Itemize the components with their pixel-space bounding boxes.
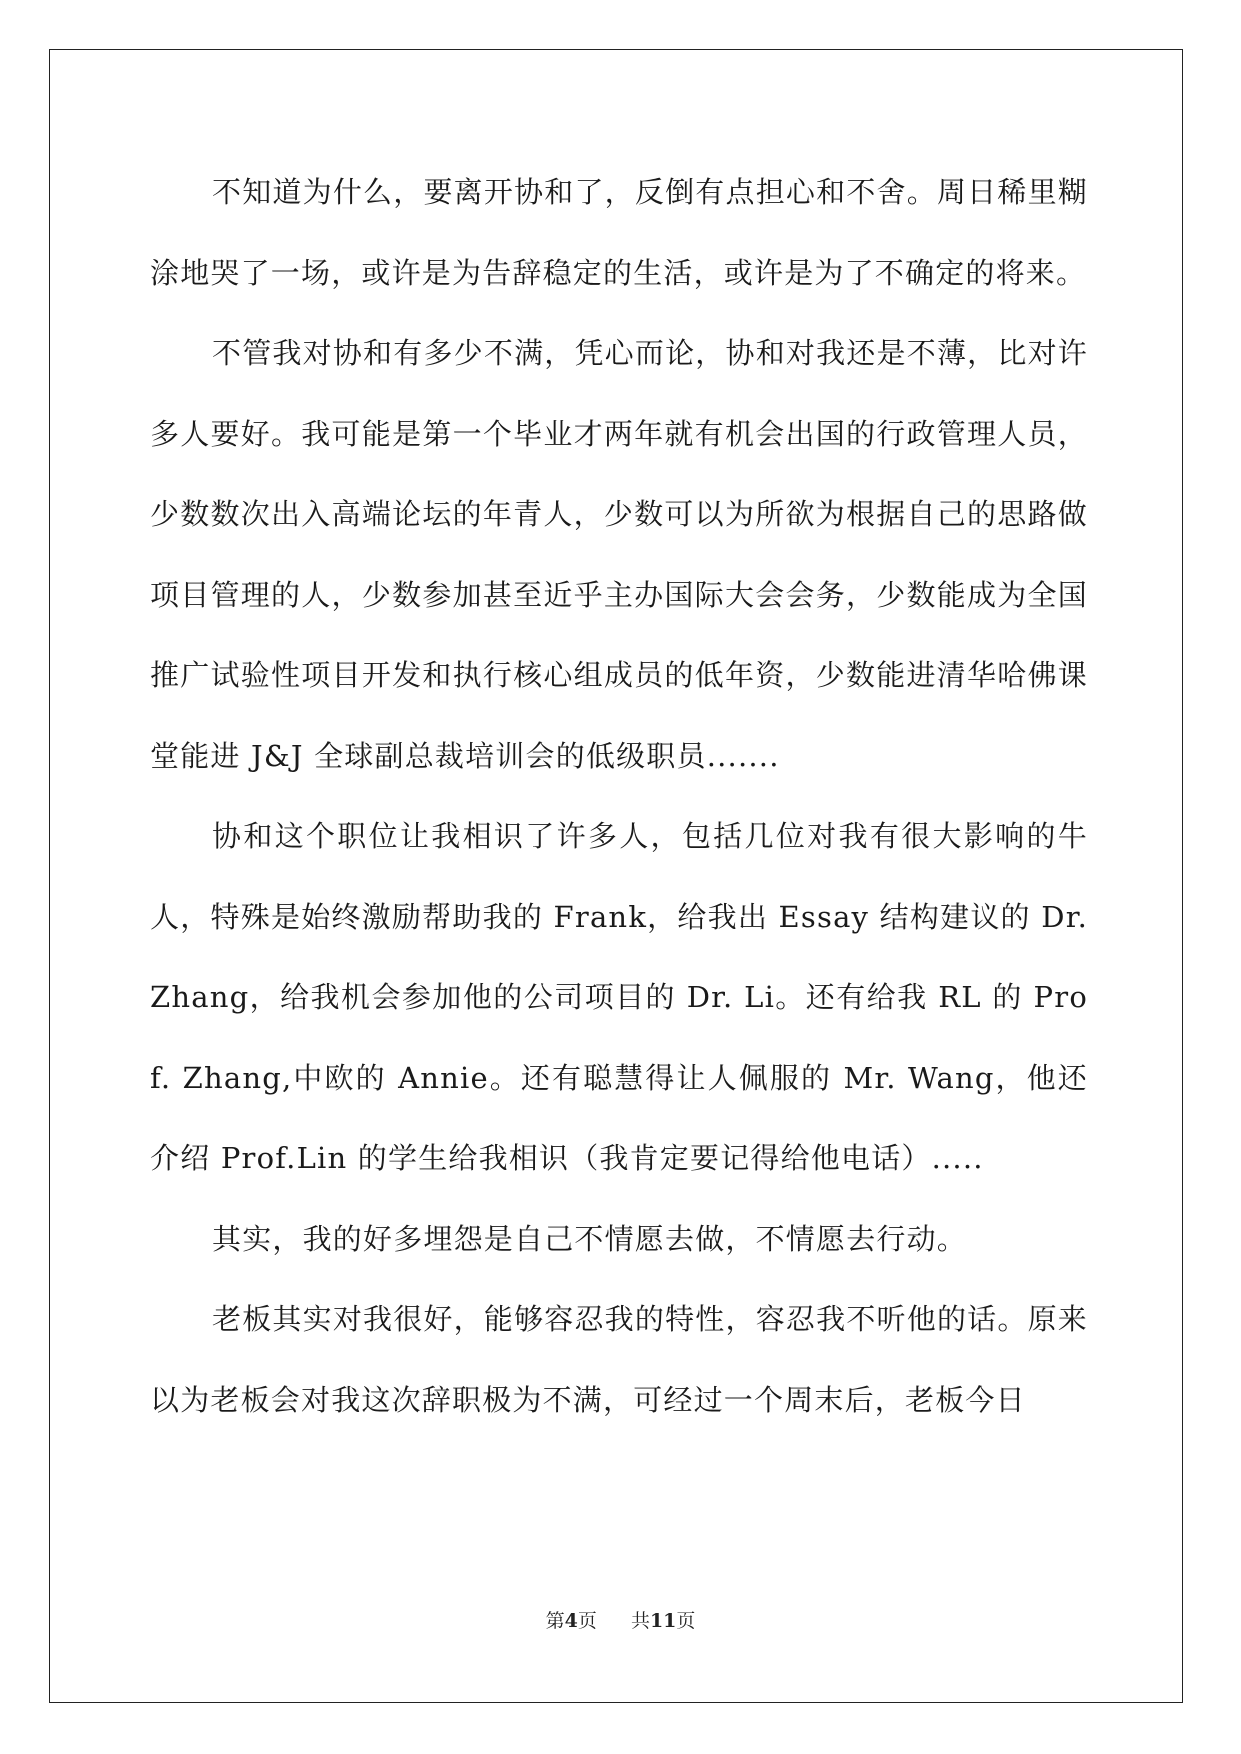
paragraph: 不管我对协和有多少不满，凭心而论，协和对我还是不薄，比对许多人要好。我可能是第一个毕业才两年就有机会出国的行政管理人员，少数数次出入高端论坛的年青人，少数可以为所欲为根据自己的思路做项目管理的人，少数参加甚至近乎主办国际大会会务，少数能成为全国推广试验性项目开发和执行核心组成员的低年资，少数能进清华哈佛课堂能进 J&J 全球副总裁培训会的低级职员....... [150,336,1088,773]
page-suffix: 页 [577,1610,597,1632]
paragraph: 老板其实对我很好，能够容忍我的特性，容忍我不听他的话。原来以为老板会对我这次辞职极为不满，可经过一个周末后，老板今日 [150,1302,1088,1417]
total-suffix: 页 [676,1610,696,1632]
total-prefix: 共 [630,1610,650,1632]
paragraph: 协和这个职位让我相识了许多人，包括几位对我有很大影响的牛人，特殊是始终激励帮助我的 Frank，给我出 Essay 结构建议的 Dr. Zhang，给我机会参加他的公司项目的 Dr. Li。还有给我 RL 的 Prof. Zhang,中欧的 Annie。还有聪慧得让人佩服的 Mr. Wang，他还介绍 Prof.Lin 的学生给我相识（我肯定要记得给他电话）..... [150,819,1088,1175]
page-prefix: 第 [545,1610,565,1632]
total-pages-label [631,1610,695,1632]
current-page-number: 4 [564,1610,578,1632]
document-body [150,152,1088,1440]
total-page-number: 11 [649,1610,677,1632]
page-number-label [546,1610,603,1632]
paragraph: 其实，我的好多埋怨是自己不情愿去做，不情愿去行动。 [212,1221,968,1256]
paragraph: 不知道为什么，要离开协和了，反倒有点担心和不舍。周日稀里糊涂地哭了一场，或许是为告辞稳定的生活，或许是为了不确定的将来。 [150,175,1088,290]
page-footer [0,1606,1241,1633]
